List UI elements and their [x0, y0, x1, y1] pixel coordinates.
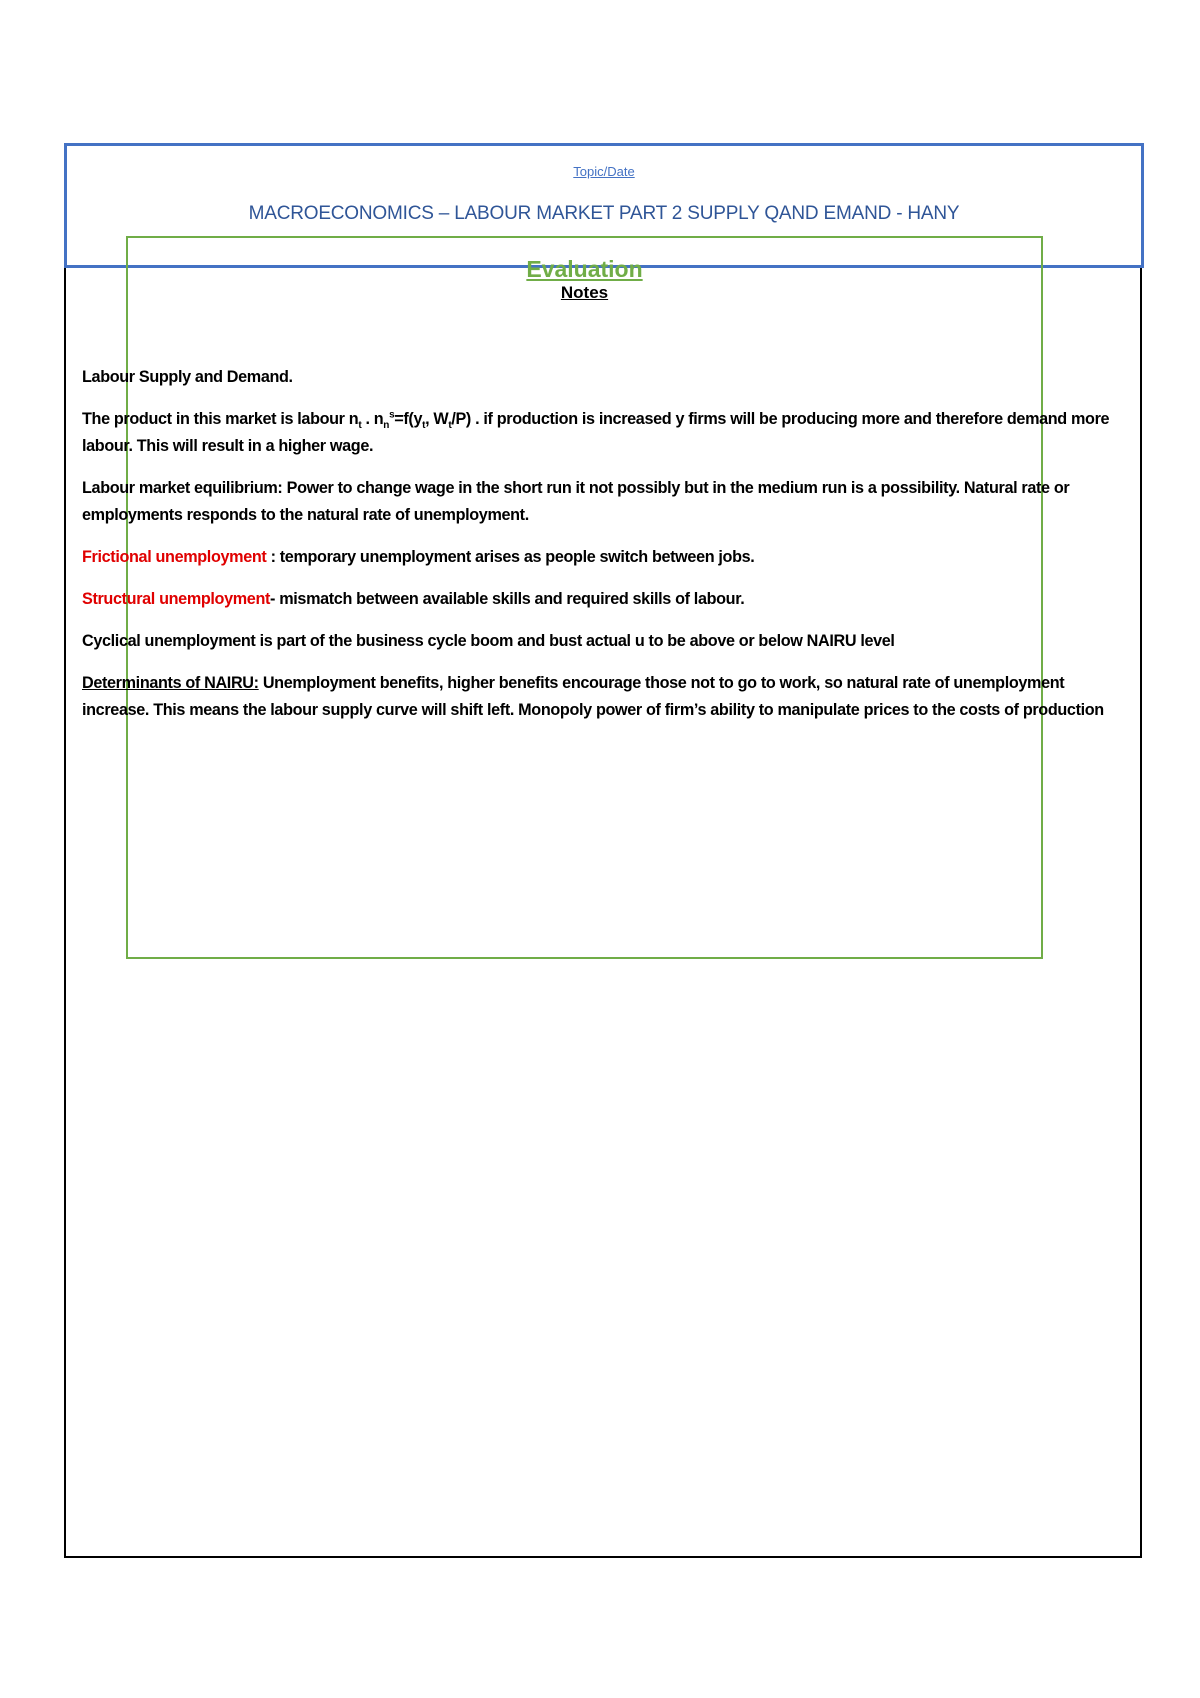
evaluation-heading: Evaluation	[526, 256, 643, 282]
structural-term: Structural unemployment	[82, 590, 271, 608]
subscript: t	[422, 420, 426, 432]
superscript: s	[389, 409, 395, 421]
topic-date-label: Topic/Date	[573, 164, 635, 179]
notes-paragraph-structural	[82, 586, 1122, 613]
text-run: The product in this market is labour n	[82, 410, 359, 428]
document-title: MACROECONOMICS – LABOUR MARKET PART 2 SUPPLY QAND EMAND - HANY	[248, 203, 960, 224]
structural-definition: - mismatch between available skills and required skills of labour.	[270, 590, 745, 608]
notes-paragraph-product-labour	[82, 406, 1122, 460]
subscript: t	[448, 420, 452, 432]
text-run: /P) . if production is increased y firms will be producing more and therefore demand more labour. This will result in a higher wage.	[82, 410, 1110, 455]
notes-paragraph-nairu	[82, 670, 1122, 724]
notes-paragraph-cyclical: Cyclical unemployment is part of the business cycle boom and bust actual u to be above or below NAIRU level	[82, 632, 895, 650]
frictional-definition: : temporary unemployment arises as people switch between jobs.	[270, 548, 755, 566]
text-run: , W	[425, 410, 449, 428]
text-run: =f(y	[394, 410, 423, 428]
notes-heading: Notes	[560, 283, 609, 302]
nairu-term: Determinants of NAIRU:	[82, 674, 259, 692]
notes-paragraph-frictional	[82, 544, 1122, 571]
notes-body	[82, 364, 1122, 739]
nairu-definition: Unemployment benefits, higher benefits encourage those not to go to work, so natural rate of unemployment increase. This means the labour supply curve will shift left. Monopoly power of firm’s ability to manipulate prices to the costs of production	[82, 674, 1104, 719]
notes-paragraph-supply-demand: Labour Supply and Demand.	[82, 368, 293, 386]
frictional-term: Frictional unemployment	[82, 548, 271, 566]
subscript: n	[383, 420, 390, 432]
subscript: t	[358, 420, 362, 432]
notes-paragraph-equilibrium: Labour market equilibrium: Power to change wage in the short run it not possibly but in the medium run is a possibility. Natural rate or employments responds to the natural rate of unemployment.	[82, 479, 1070, 524]
text-run: . n	[361, 410, 384, 428]
